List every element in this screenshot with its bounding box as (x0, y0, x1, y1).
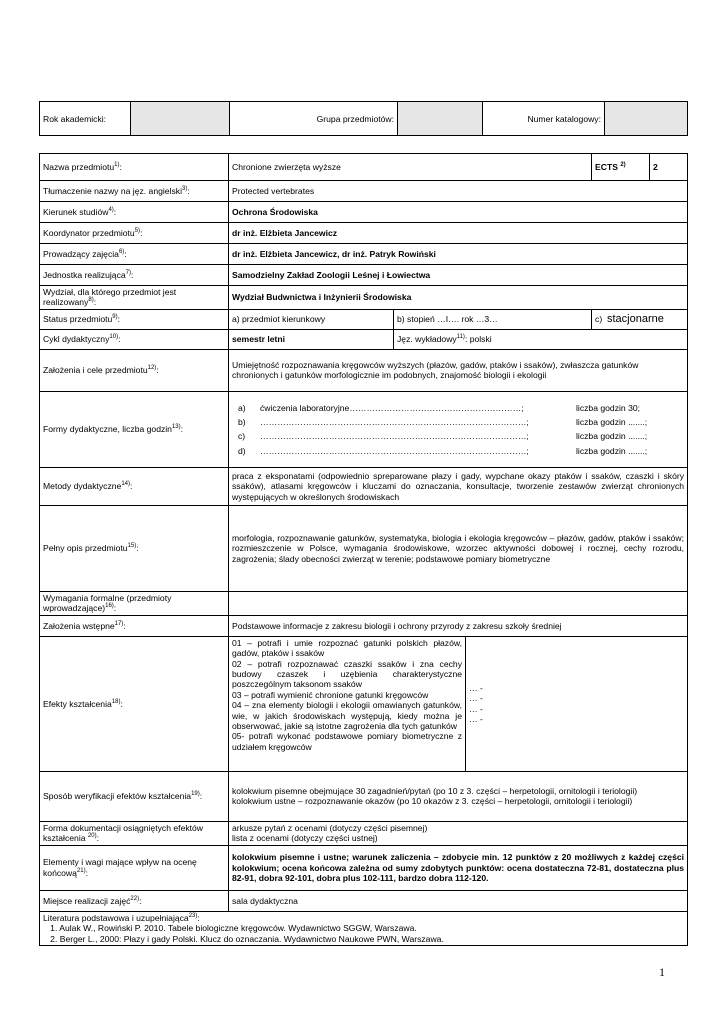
wstepne-value: Podstawowe informacje z zakresu biologii i ochrony przyrody z zakresu szkoły średniej (229, 615, 688, 636)
tlumaczenie-label: Tłumaczenie nazwy na jęz. angielski$^{3)}$: (40, 181, 229, 202)
elementy-value: kolokwium pisemne i ustne; warunek zaliczenia – zdobycie min. 12 punktów z 20 możliwych z każdej części kolokwium; ocena końcowa zależna od sumy zdobytych punktów: ocena dostateczna 72-81, dostateczna plus 82-91, dobra 92-101, dobra plus 102-111, bardzo dobra 112-120. (229, 845, 688, 890)
wydzial-value: Wydział Budwnictwa i Inżynierii Środowiska (229, 286, 688, 310)
row-wstepne (40, 615, 688, 636)
row-koordynator (40, 223, 688, 244)
row-dokumentacja (40, 821, 688, 845)
grupa-przedmiotow-field[interactable] (398, 102, 483, 136)
status-b: b) stopień …I…. rok …3… (394, 309, 592, 329)
formy-item: d) …………………………………………………………………………………; liczba godzin .......; (238, 445, 648, 456)
rok-akademicki-label: Rok akademicki: (40, 102, 131, 136)
row-status (40, 309, 688, 329)
koordynator-value: dr inż. Elżbieta Jancewicz (229, 223, 688, 244)
header-table (39, 101, 688, 136)
prowadzacy-label: Prowadzący zajęcia$^{6)}$: (40, 244, 229, 265)
row-cykl (40, 329, 688, 349)
row-sposob (40, 771, 688, 821)
formy-item: b) …………………………………………………………………………………; liczba godzin .......; (238, 416, 648, 427)
row-formy (40, 391, 688, 467)
rok-akademicki-field[interactable] (131, 102, 230, 136)
sposob-value: kolokwium pisemne obejmujące 30 zagadnień/pytań (po 10 z 3. części – herpetologii, ornitologii i teriologii) kolokwium ustne – rozpoznawanie okazów (po 10 okazów z 3. części – herpetologii, ornitologii i teriologii) (229, 771, 688, 821)
dokumentacja-label: Forma dokumentacji osiągniętych efektów kształcenia $^{20)}$: (40, 821, 229, 845)
cykl-value: semestr letni (229, 329, 394, 349)
wydzial-label: Wydział, dla którego przedmiot jest realizowany$^{8)}$: (40, 286, 229, 310)
zalozenia-label: Założenia i cele przedmiotu$^{12)}$: (40, 349, 229, 391)
row-wydzial (40, 286, 688, 310)
row-efekty (40, 636, 688, 771)
zalozenia-value: Umiejętność rozpoznawania kręgowców wyższych (płazów, gadów, ptaków i ssaków), zwłaszcza gatunków chronionych i gatunków morfologicznie im podobnych, znajomość biologii i ekologii (229, 349, 688, 391)
status-a: a) przedmiot kierunkowy (229, 309, 394, 329)
ects-label: ECTS $^{2)}$ (592, 154, 650, 181)
row-wymagania (40, 591, 688, 615)
elementy-label: Elementy i wagi mające wpływ na ocenę końcową$^{21)}$: (40, 845, 229, 890)
dokumentacja-value: arkusze pytań z ocenami (dotyczy części pisemnej) lista z ocenami (dotyczy części ustnej) (229, 821, 688, 845)
formy-item: a) ćwiczenia laboratoryjne……………………………………………………; liczba godzin 30; (238, 402, 641, 413)
nazwa-value: Chronione zwierzęta wyższe (229, 154, 592, 181)
status-c: c) stacjonarne (592, 309, 688, 329)
row-tlumaczenie (40, 181, 688, 202)
jezyk-cell: Jęz. wykładowy$^{11)}$: polski (394, 329, 688, 349)
formy-list-cell (229, 391, 688, 467)
miejsce-value: sala dydaktyczna (229, 890, 688, 911)
efekty-right: … - … - … - … - (466, 636, 688, 771)
nazwa-label: Nazwa przedmiotu$^{1)}$: (40, 154, 229, 181)
formy-item: c) …………………………………………………………………………………; liczba godzin .......; (238, 431, 648, 442)
koordynator-label: Koordynator przedmiotu$^{5)}$: (40, 223, 229, 244)
row-metody (40, 467, 688, 505)
prowadzacy-value: dr inż. Elżbieta Jancewicz, dr inż. Patryk Rowiński (229, 244, 688, 265)
numer-katalogowy-field[interactable] (605, 102, 688, 136)
row-elementy (40, 845, 688, 890)
ects-value: 2 (650, 154, 688, 181)
course-table (39, 153, 688, 946)
jednostka-label: Jednostka realizująca$^{7)}$: (40, 265, 229, 286)
opis-value: morfologia, rozpoznawanie gatunków, systematyka, biologia i ekologia kręgowców – płazów, gadów, ptaków i ssaków; rozmieszczenie w Polsce, wymagania środowiskowe, wzorzec aktywności dobowej i rocznej, cechy rozrodu, zagrożenia; ślady obecności zwierząt w terenie; podstawowe pomiary biometryczne (229, 505, 688, 591)
row-literatura (40, 911, 688, 945)
row-kierunek (40, 202, 688, 223)
status-label: Status przedmiotu$^{9)}$: (40, 309, 229, 329)
efekty-value: 01 – potrafi i umie rozpoznać gatunki polskich płazów, gadów, ptaków i ssaków 02 – potrafi rozpoznawać czaszki ssaków i zna cechy budowy czaszek i uzębienia charakterystyczne poszczególnym taksonom ssaków 03 – potrafi wymienić chronione gatunki kręgowców 04 – zna elementy biologii i ekologii omawianych gatunków, wie, w jakich środowiskach występują, kiedy można je obserwować, jakie są istotne zagrożenia dla tych gatunków 05- potrafi wykonać podstawowe pomiary biometryczne z udziałem kręgowców (229, 636, 466, 771)
page-number: 1 (659, 965, 665, 979)
row-miejsce (40, 890, 688, 911)
numer-katalogowy-label: Numer katalogowy: (483, 102, 605, 136)
row-nazwa (40, 154, 688, 181)
cykl-label: Cykl dydaktyczny$^{10)}$: (40, 329, 229, 349)
row-prowadzacy (40, 244, 688, 265)
row-zalozenia (40, 349, 688, 391)
formy-label: Formy dydaktyczne, liczba godzin$^{13)}$: (40, 391, 229, 467)
metody-label: Metody dydaktyczne$^{14)}$: (40, 467, 229, 505)
wymagania-value (229, 591, 688, 615)
row-opis (40, 505, 688, 591)
literatura-cell: Literatura podstawowa i uzupełniająca$^{23)}$: 1. Aulak W., Rowiński P. 2010. Tabele biologiczne kręgowców. Wydawnictwo SGGW, Warszawa. 2. Berger L., 2000: Płazy i gady Polski. Klucz do oznaczania. Wydawnictwo Naukowe PWN, Warszawa. (40, 911, 688, 945)
sposob-label: Sposób weryfikacji efektów kształcenia$^{19)}$: (40, 771, 229, 821)
kierunek-label: Kierunek studiów$^{4)}$: (40, 202, 229, 223)
metody-value: praca z eksponatami (odpowiednio spreparowane płazy i gady, wypchane okazy ptaków i ssaków, czaszki i skóry ssaków), atlasami kręgowców i kluczami do oznaczania, konsultacje, tworzenie zestawów zwierząt chronionych występujących w określonych środowiskach (229, 467, 688, 505)
miejsce-label: Miejsce realizacji zajęć$^{22)}$: (40, 890, 229, 911)
jednostka-value: Samodzielny Zakład Zoologii Leśnej i Łowiectwa (229, 265, 688, 286)
kierunek-value: Ochrona Środowiska (229, 202, 688, 223)
efekty-label: Efekty kształcenia$^{18)}$: (40, 636, 229, 771)
wymagania-label: Wymagania formalne (przedmioty wprowadzające)$^{16)}$: (40, 591, 229, 615)
tlumaczenie-value: Protected vertebrates (229, 181, 688, 202)
formy-list (235, 401, 687, 459)
opis-label: Pełny opis przedmiotu$^{15)}$: (40, 505, 229, 591)
grupa-przedmiotow-label: Grupa przedmiotów: (230, 102, 398, 136)
row-jednostka (40, 265, 688, 286)
wstepne-label: Założenia wstępne$^{17)}$: (40, 615, 229, 636)
